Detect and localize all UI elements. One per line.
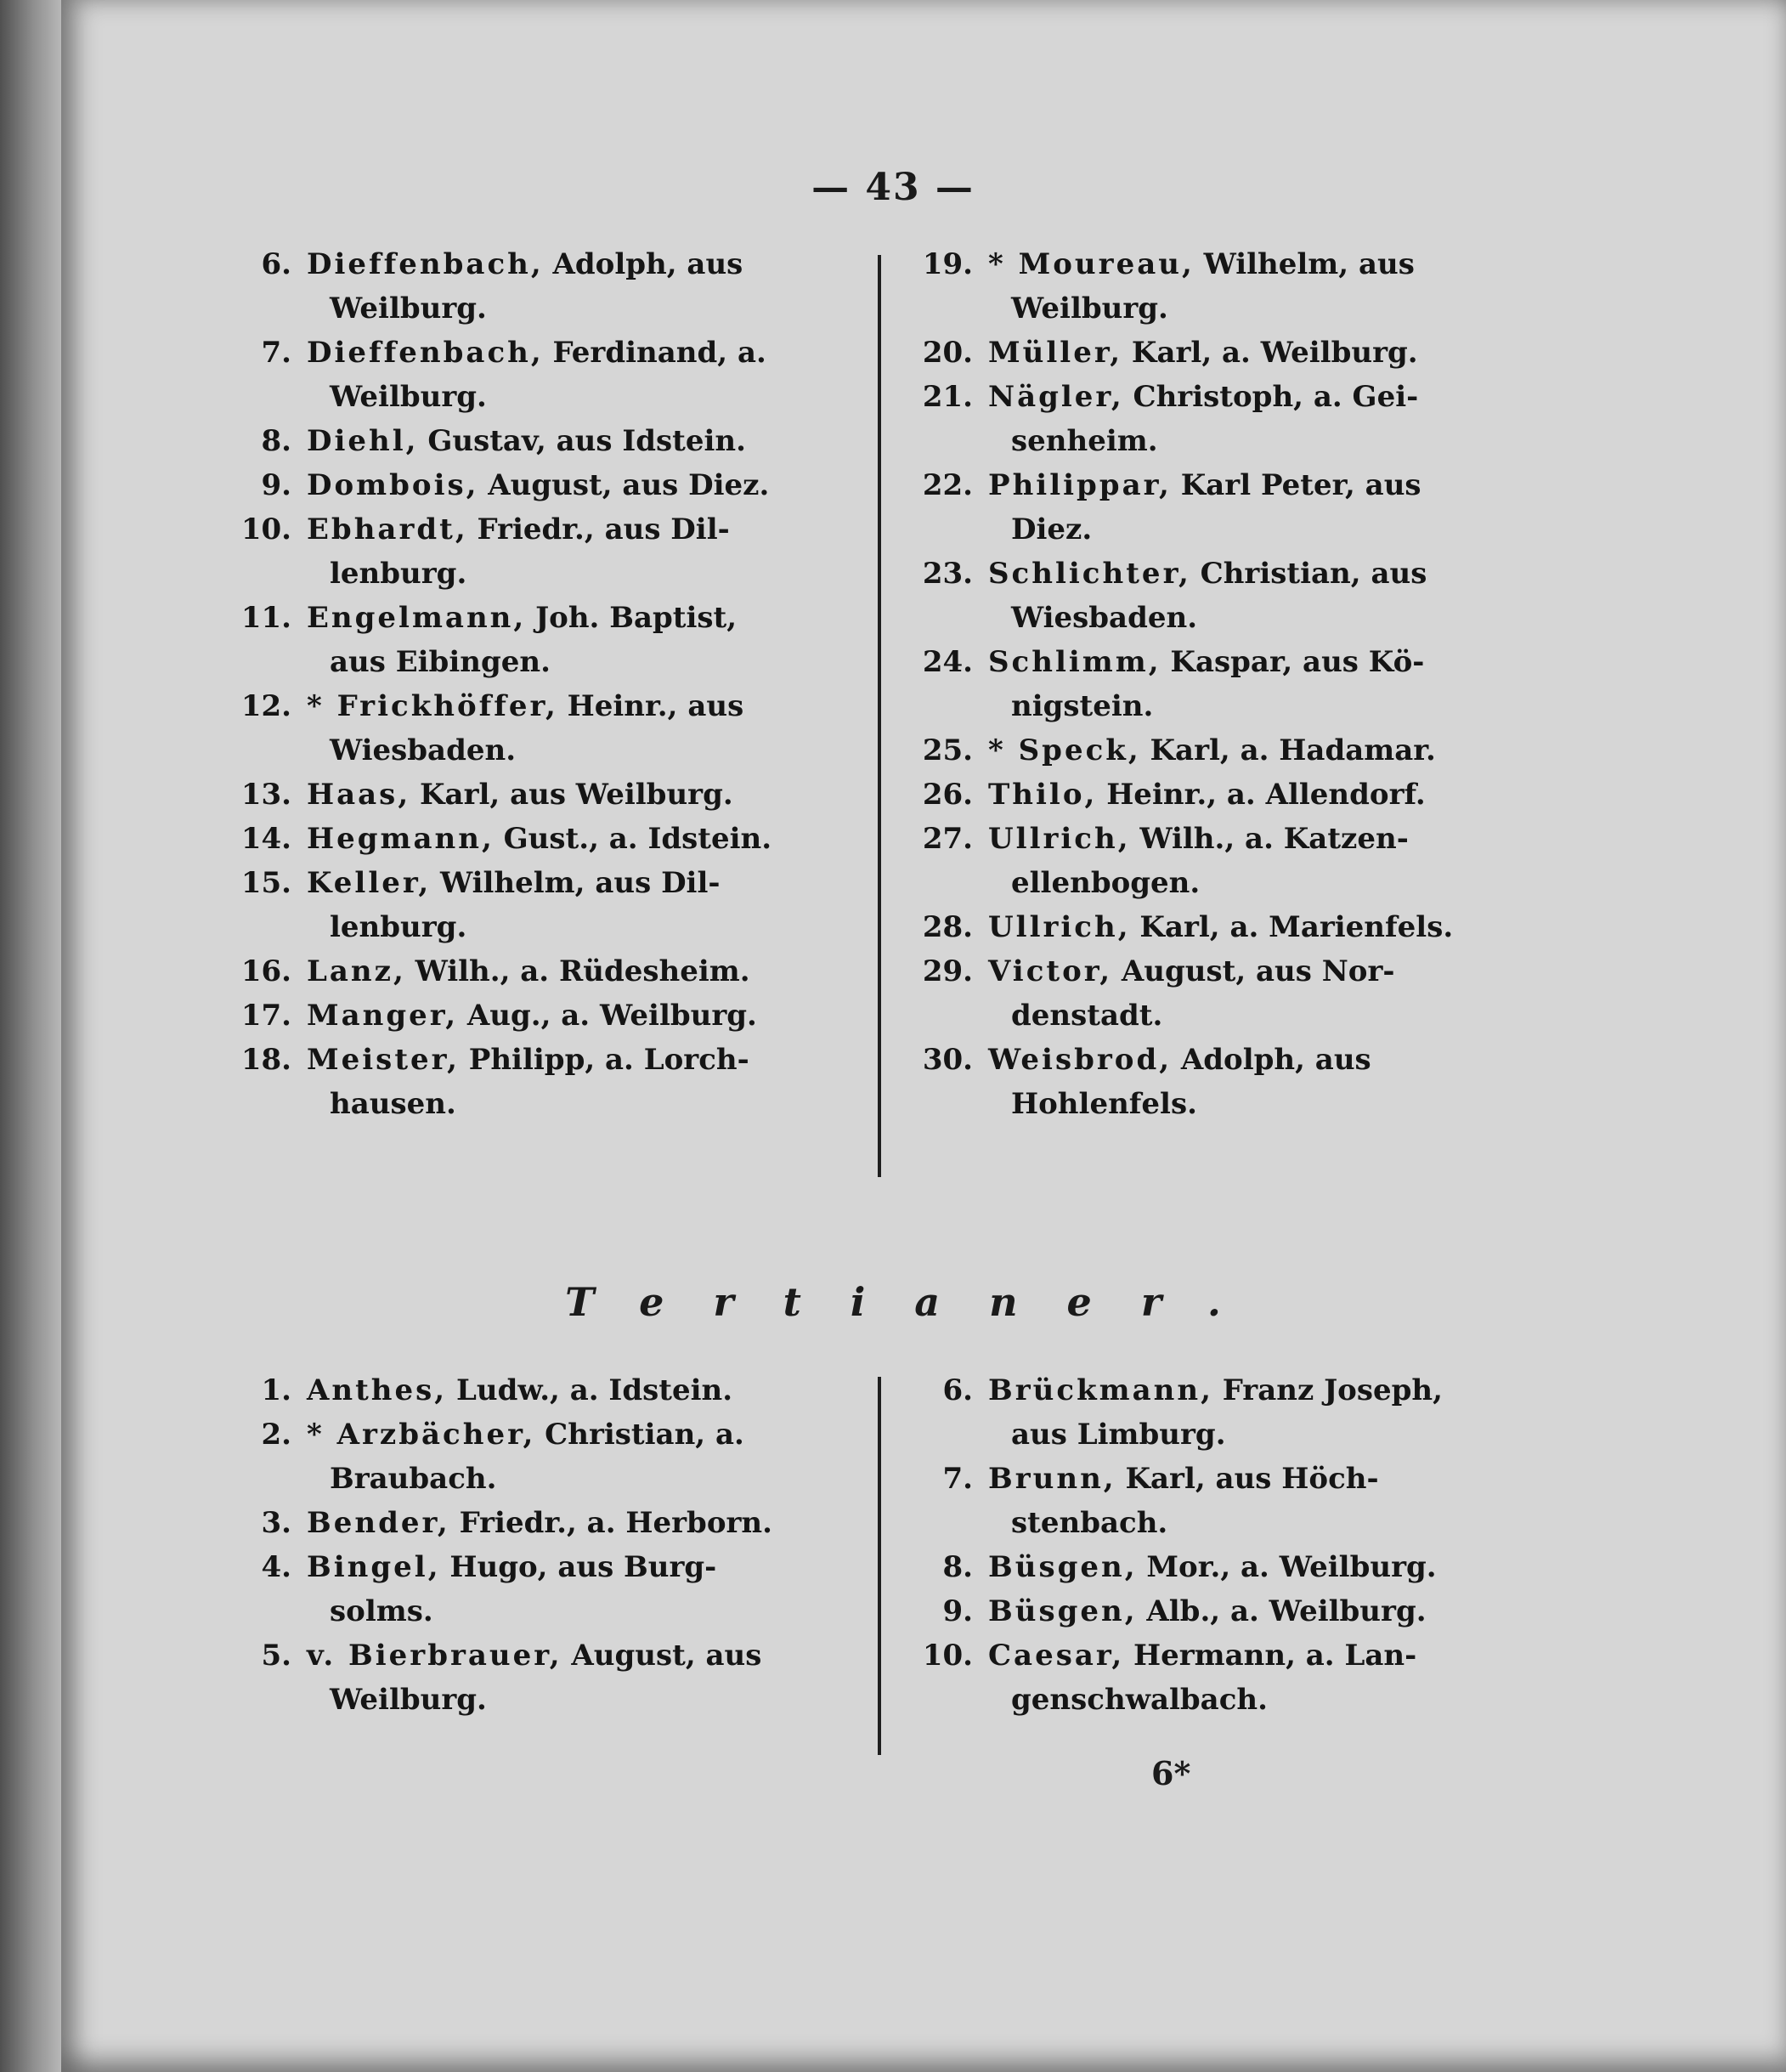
entry-number: 10. <box>922 1639 973 1673</box>
list-entry <box>211 817 856 861</box>
entry-continuation: solms. <box>330 1594 433 1628</box>
entry-details: Gustav, aus Idstein. <box>427 424 746 458</box>
list-entry <box>211 1368 856 1412</box>
entry-details: Wilhelm, aus Dil- <box>440 866 721 900</box>
list-entry <box>211 463 856 507</box>
list-entry <box>211 994 856 1038</box>
entry-number: 8. <box>942 1550 973 1584</box>
entry-number: 3. <box>261 1506 291 1540</box>
entry-number: 7. <box>261 336 291 370</box>
entry-first-line <box>211 861 856 905</box>
entry-continuation: lenburg. <box>330 557 467 591</box>
entry-first-line <box>892 1457 1572 1501</box>
entry-details: Philipp, a. Lorch- <box>468 1043 749 1077</box>
entry-surname: Schlimm, <box>988 645 1161 679</box>
signature-mark: 6* <box>1151 1754 1191 1792</box>
entry-first-line <box>211 684 856 728</box>
list-entry <box>211 242 856 331</box>
entry-details: Friedr., aus Dil- <box>477 512 730 546</box>
section1-left-column <box>211 242 856 1126</box>
section1-right-column <box>892 242 1572 1126</box>
entry-first-line <box>892 552 1572 596</box>
list-entry <box>211 419 856 463</box>
entry-first-line <box>211 507 856 552</box>
entry-surname: Thilo, <box>988 778 1098 812</box>
entry-details: Christian, aus <box>1200 557 1427 591</box>
entry-details: Ferdinand, a. <box>552 336 766 370</box>
entry-number: 8. <box>261 424 291 458</box>
entry-number: 9. <box>261 468 291 502</box>
entry-number: 27. <box>922 822 973 856</box>
entry-first-line <box>211 817 856 861</box>
entry-number: 26. <box>922 778 973 812</box>
list-entry <box>892 1589 1572 1633</box>
entry-details: Karl, a. Hadamar. <box>1150 733 1436 767</box>
list-entry <box>211 949 856 994</box>
entry-surname: Keller, <box>307 866 432 900</box>
entry-first-line <box>211 994 856 1038</box>
entry-details: August, aus Nor- <box>1121 954 1395 988</box>
entry-surname: Engelmann, <box>307 601 527 635</box>
entry-number: 17. <box>240 999 291 1033</box>
entry-number: 18. <box>240 1043 291 1077</box>
entry-number: 2. <box>261 1418 291 1452</box>
entry-first-line <box>211 949 856 994</box>
entry-continuation: hausen. <box>330 1087 456 1121</box>
entry-surname: Nägler, <box>988 380 1124 414</box>
entry-details: Karl, a. Marienfels. <box>1139 910 1454 944</box>
list-entry <box>892 728 1572 773</box>
list-entry <box>892 1368 1572 1457</box>
entry-number: 10. <box>240 512 291 546</box>
list-entry <box>211 1545 856 1633</box>
list-entry <box>892 817 1572 905</box>
entry-details: Wilhelm, aus <box>1203 247 1415 281</box>
entry-first-line <box>211 1501 856 1545</box>
entry-number: 14. <box>240 822 291 856</box>
entry-first-line <box>892 773 1572 817</box>
entry-first-line <box>211 419 856 463</box>
list-entry <box>892 949 1572 1038</box>
list-entry <box>211 861 856 949</box>
book-spine <box>0 0 61 2072</box>
entry-surname: Dieffenbach, <box>307 247 544 281</box>
entry-details: August, aus Diez. <box>488 468 770 502</box>
entry-continuation: lenburg. <box>330 910 467 944</box>
entry-number: 7. <box>942 1462 973 1496</box>
entry-first-line <box>892 949 1572 994</box>
entry-surname: Meister, <box>307 1043 460 1077</box>
entry-details: Wilh., a. Rüdesheim. <box>415 954 750 988</box>
entry-surname: Philippar, <box>988 468 1172 502</box>
entry-surname: Caesar, <box>988 1639 1125 1673</box>
entry-number: 30. <box>922 1043 973 1077</box>
entry-first-line <box>892 463 1572 507</box>
entry-number: 1. <box>261 1373 291 1407</box>
entry-number: 22. <box>922 468 973 502</box>
list-entry <box>892 773 1572 817</box>
entry-first-line <box>211 242 856 286</box>
entry-surname: Manger, <box>307 999 459 1033</box>
entry-surname: * Frickhöffer, <box>307 689 558 723</box>
entry-surname: Bingel, <box>307 1550 441 1584</box>
list-entry <box>211 596 856 684</box>
entry-first-line <box>211 331 856 375</box>
entry-details: Franz Joseph, <box>1222 1373 1443 1407</box>
list-entry <box>211 331 856 419</box>
entry-first-line <box>211 773 856 817</box>
entry-number: 9. <box>942 1594 973 1628</box>
entry-details: Christoph, a. Gei- <box>1133 380 1419 414</box>
list-entry <box>211 1633 856 1722</box>
entry-number: 6. <box>942 1373 973 1407</box>
entry-surname: * Moureau, <box>988 247 1195 281</box>
entry-first-line <box>211 1545 856 1589</box>
entry-number: 25. <box>922 733 973 767</box>
entry-details: Alb., a. Weilburg. <box>1146 1594 1427 1628</box>
entry-number: 13. <box>240 778 291 812</box>
entry-details: Wilh., a. Katzen- <box>1139 822 1409 856</box>
entry-details: Mor., a. Weilburg. <box>1146 1550 1437 1584</box>
entry-number: 29. <box>922 954 973 988</box>
entry-details: Karl, aus Weilburg. <box>419 778 733 812</box>
entry-details: Karl Peter, aus <box>1180 468 1421 502</box>
entry-continuation: ellenbogen. <box>1011 866 1201 900</box>
entry-first-line <box>892 1038 1572 1082</box>
entry-surname: Hegmann, <box>307 822 495 856</box>
entry-continuation: nigstein. <box>1011 689 1154 723</box>
entry-first-line <box>892 905 1572 949</box>
entry-surname: Bender, <box>307 1506 450 1540</box>
entry-first-line <box>892 1633 1572 1678</box>
entry-first-line <box>892 1589 1572 1633</box>
entry-number: 16. <box>240 954 291 988</box>
entry-first-line <box>892 242 1572 286</box>
entry-first-line <box>892 640 1572 684</box>
entry-surname: Dombois, <box>307 468 479 502</box>
entry-first-line <box>892 1368 1572 1412</box>
entry-surname: Anthes, <box>307 1373 448 1407</box>
entry-details: Friedr., a. Herborn. <box>459 1506 772 1540</box>
entry-surname: Ullrich, <box>988 910 1131 944</box>
entry-first-line <box>211 463 856 507</box>
list-entry <box>892 331 1572 375</box>
entry-number: 23. <box>922 557 973 591</box>
entry-continuation: aus Eibingen. <box>330 645 551 679</box>
list-entry <box>211 1412 856 1501</box>
entry-first-line <box>892 817 1572 861</box>
entry-first-line <box>892 331 1572 375</box>
entry-details: Aug., a. Weilburg. <box>466 999 757 1033</box>
column-divider-1 <box>878 255 881 1177</box>
entry-surname: Dieffenbach, <box>307 336 544 370</box>
entry-number: 12. <box>240 689 291 723</box>
entry-surname: Ullrich, <box>988 822 1131 856</box>
entry-continuation: Weilburg. <box>330 292 487 326</box>
list-entry <box>892 905 1572 949</box>
entry-surname: Schlichter, <box>988 557 1191 591</box>
entry-details: Hermann, a. Lan- <box>1133 1639 1417 1673</box>
entry-number: 4. <box>261 1550 291 1584</box>
entry-details: Joh. Baptist, <box>535 601 738 635</box>
entry-details: Christian, a. <box>545 1418 744 1452</box>
entry-details: Karl, aus Höch- <box>1125 1462 1379 1496</box>
entry-continuation: Wiesbaden. <box>1011 601 1198 635</box>
entry-continuation: Braubach. <box>330 1462 497 1496</box>
entry-details: Hugo, aus Burg- <box>449 1550 717 1584</box>
entry-surname: Lanz, <box>307 954 406 988</box>
entry-surname: v. Bierbrauer, <box>307 1639 562 1673</box>
entry-continuation: Weilburg. <box>330 380 487 414</box>
list-entry <box>211 684 856 773</box>
entry-number: 21. <box>922 380 973 414</box>
entry-first-line <box>211 1412 856 1457</box>
entry-continuation: Weilburg. <box>330 1683 487 1717</box>
entry-number: 19. <box>922 247 973 281</box>
entry-surname: Weisbrod, <box>988 1043 1173 1077</box>
entry-surname: * Arzbächer, <box>307 1418 536 1452</box>
entry-continuation: Wiesbaden. <box>330 733 517 767</box>
entry-continuation: genschwalbach. <box>1011 1683 1268 1717</box>
list-entry <box>211 1038 856 1126</box>
entry-first-line <box>211 1368 856 1412</box>
list-entry <box>892 463 1572 552</box>
list-entry <box>892 1038 1572 1126</box>
entry-surname: Haas, <box>307 778 411 812</box>
column-divider-2 <box>878 1377 881 1755</box>
entry-first-line <box>892 728 1572 773</box>
entry-details: Karl, a. Weilburg. <box>1131 336 1418 370</box>
list-entry <box>892 640 1572 728</box>
entry-details: Heinr., aus <box>567 689 744 723</box>
section-title-tertianer: Tertianer. <box>565 1279 1270 1325</box>
list-entry <box>211 507 856 596</box>
list-entry <box>892 242 1572 331</box>
list-entry <box>892 552 1572 640</box>
entry-details: Adolph, aus <box>552 247 743 281</box>
entry-number: 5. <box>261 1639 291 1673</box>
entry-surname: Büsgen, <box>988 1594 1138 1628</box>
entry-surname: Victor, <box>988 954 1113 988</box>
entry-surname: Diehl, <box>307 424 419 458</box>
list-entry <box>892 375 1572 463</box>
entry-number: 6. <box>261 247 291 281</box>
list-entry <box>211 773 856 817</box>
entry-first-line <box>211 596 856 640</box>
entry-continuation: aus Limburg. <box>1011 1418 1226 1452</box>
entry-number: 20. <box>922 336 973 370</box>
entry-details: Gust., a. Idstein. <box>503 822 772 856</box>
section2-right-column <box>892 1368 1572 1722</box>
entry-number: 11. <box>240 601 291 635</box>
entry-number: 15. <box>240 866 291 900</box>
entry-surname: Müller, <box>988 336 1123 370</box>
list-entry <box>892 1545 1572 1589</box>
entry-number: 28. <box>922 910 973 944</box>
entry-details: August, aus <box>571 1639 762 1673</box>
list-entry <box>892 1633 1572 1722</box>
entry-surname: Büsgen, <box>988 1550 1138 1584</box>
entry-surname: * Speck, <box>988 733 1141 767</box>
entry-surname: Brückmann, <box>988 1373 1213 1407</box>
page-number: — 43 — <box>811 166 975 209</box>
entry-surname: Ebhardt, <box>307 512 468 546</box>
entry-first-line <box>892 375 1572 419</box>
entry-details: Ludw., a. Idstein. <box>455 1373 733 1407</box>
entry-details: Heinr., a. Allendorf. <box>1106 778 1426 812</box>
entry-first-line <box>211 1633 856 1678</box>
entry-continuation: Diez. <box>1011 512 1093 546</box>
entry-continuation: stenbach. <box>1011 1506 1168 1540</box>
entry-number: 24. <box>922 645 973 679</box>
entry-continuation: Hohlenfels. <box>1011 1087 1197 1121</box>
entry-first-line <box>892 1545 1572 1589</box>
entry-continuation: Weilburg. <box>1011 292 1168 326</box>
entry-surname: Brunn, <box>988 1462 1116 1496</box>
entry-first-line <box>211 1038 856 1082</box>
entry-details: Adolph, aus <box>1180 1043 1371 1077</box>
list-entry <box>211 1501 856 1545</box>
entry-continuation: senheim. <box>1011 424 1158 458</box>
section2-left-column <box>211 1368 856 1722</box>
list-entry <box>892 1457 1572 1545</box>
entry-continuation: denstadt. <box>1011 999 1163 1033</box>
entry-details: Kaspar, aus Kö- <box>1170 645 1425 679</box>
